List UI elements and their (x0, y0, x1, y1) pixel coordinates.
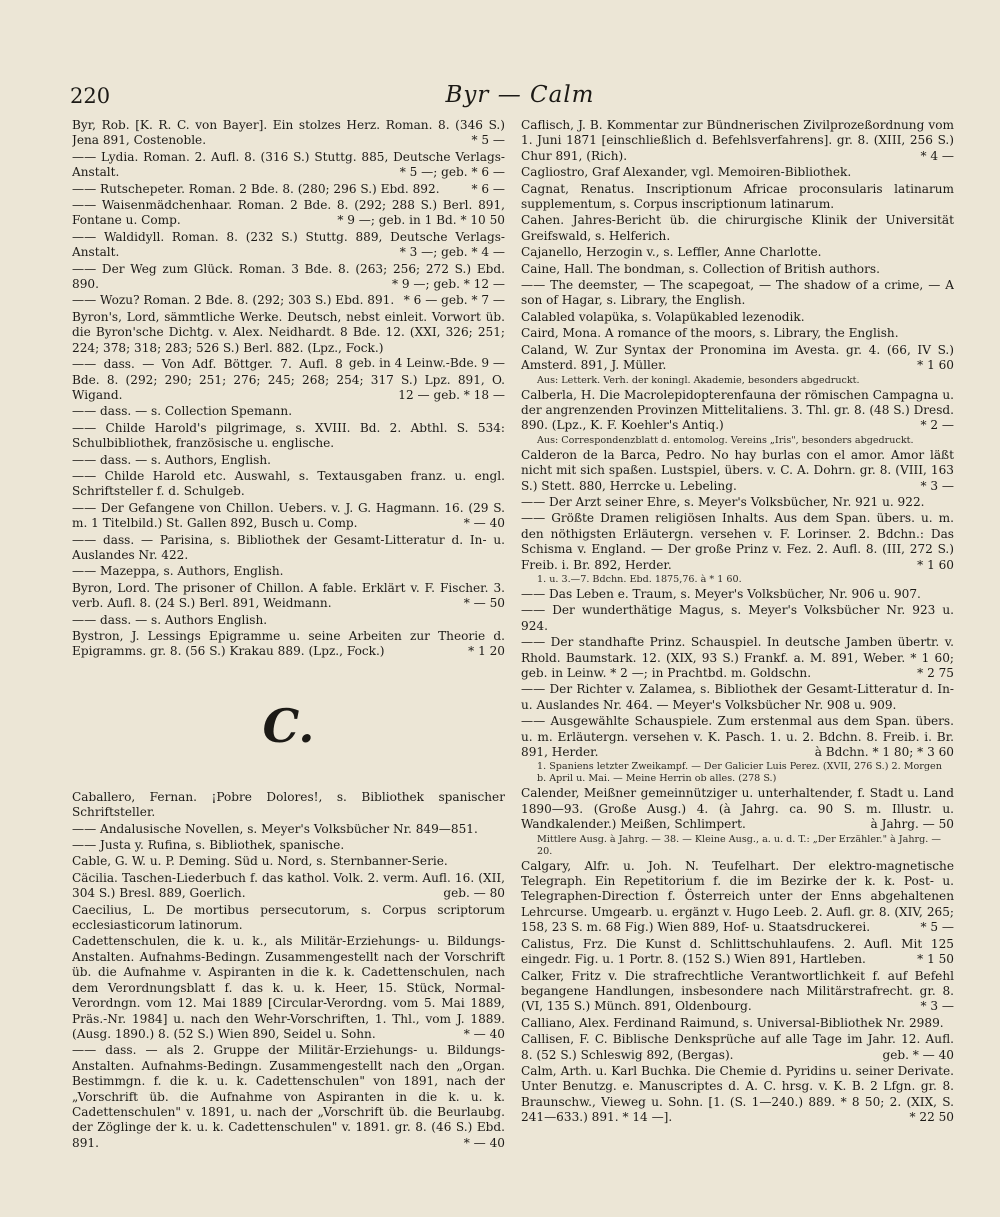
entry (72, 581, 505, 612)
entry-text: Callisen, F. C. Biblische Denksprüche auf alle Tage im Jahr. 12. Aufl. 8. (52 S.) Schleswig 892, (Bergas). (521, 1032, 954, 1062)
entry-text: Cagnat, Renatus. Inscriptionum Africae proconsularis latinarum supplementum, s. Corpus inscriptionum latinarum. (521, 181, 954, 212)
entry (72, 822, 505, 837)
left-column (72, 118, 505, 1203)
entry-text: —— The deemster, — The scapegoat, — The shadow of a crime, — A son of Hagar, s. Library, the English. (521, 278, 954, 308)
entry (521, 448, 954, 494)
entry-text: —— Der Richter v. Zalamea, s. Bibliothek der Gesamt-Litteratur d. In- u. Auslandes Nr. 464. — Meyer's Volksbücher Nr. 908 u. 909. (521, 682, 954, 712)
entry-text: —— Justa y. Rufina, s. Bibliothek, spanische. (72, 838, 345, 853)
entry-price: * 1 50 (917, 952, 954, 967)
entry (72, 501, 505, 532)
entry (521, 343, 954, 374)
left-entries (72, 118, 505, 660)
entry-price: * 3 —; geb. * 4 — (399, 245, 505, 260)
entry (521, 511, 954, 573)
entry (521, 262, 954, 277)
entry-text: —— Der standhafte Prinz. Schauspiel. In deutsche Jamben übertr. v. Rhold. Baumstark. 12. (XIX, 93 S.) Frankf. a. M. 891, Weber. * 1 60; geb. in Leinw. * 2 —; in Prachtbd. m. Goldschn. (521, 635, 954, 680)
entry-text: Caine, Hall. The bondman, s. Collection of British authors. (521, 261, 880, 276)
entry (72, 421, 505, 452)
entry-text: —— Childe Harold's pilgrimage, s. XVIII. Bd. 2. Abthl. S. 534: Schulbibliothek, französische u. englische. (72, 420, 505, 451)
entry (72, 198, 505, 229)
entry (521, 859, 954, 936)
entry-text: —— Andalusische Novellen, s. Meyer's Volksbücher Nr. 849—851. (72, 821, 478, 836)
entry (521, 326, 954, 341)
entry (521, 213, 954, 244)
left-entries-c (72, 790, 505, 1151)
entry (521, 587, 954, 602)
entry-text: —— dass. — s. Authors, English. (72, 452, 271, 467)
entry-price: * 5 —; geb. * 6 — (399, 165, 505, 180)
entry-text: Byron's, Lord, sämmtliche Werke. Deutsch, nebst einleit. Vorwort üb. die Byron'sche Dichtg. v. Alex. Neidhardt. 8 Bde. 12. (XXI, 326; 251; 224; 378; 318; 283; 526 S.) Berl. 882. (Lpz., Fock.) (72, 309, 505, 355)
entry (72, 629, 505, 660)
entry-note: Aus: Letterk. Verh. der koningl. Akademie, besonders abgedruckt. (537, 374, 860, 386)
entry-text: —— Ausgewählte Schauspiele. Zum erstenmal aus dem Span. übers. u. m. Erläutergn. versehen v. K. Pasch. 1. u. 2. Bdchn. 8. Freib. i. Br. 891, Herder. (521, 714, 954, 760)
entry (521, 1032, 954, 1063)
entry-price: * 9 —; geb. in 1 Bd. * 10 50 (337, 213, 505, 228)
entry-price: * — 40 (463, 516, 505, 531)
entry-price: * 5 — (920, 920, 954, 935)
entry-text: —— dass. — Parisina, s. Bibliothek der Gesamt-Litteratur d. In- u. Auslandes Nr. 422. (72, 532, 505, 562)
entry-text: —— dass. — als 2. Gruppe der Militär-Erziehungs- u. Bildungs-Anstalten. Aufnahms-Bedingn. Zusammengestellt nach den „Organ. Bestimmgn. f. die k. u. k. Cadettenschulen" von 1891, nach der „Vorschrift üb. die Aufnahme von Aspiranten in die k. u. k. Cadettenschulen" v. 1891, u. nach der „Vorschrift üb. die Beurlaubg. der Zöglinge der k. u. k. Cadettenschulen" v. 1891. gr. 8. (46 S.) Ebd. 891. (72, 1043, 505, 1150)
entry-price: à Jahrg. — 50 (870, 817, 954, 832)
entry-text: —— dass. — Von Adf. Böttger. 7. Aufl. 8 Bde. 8. (292; 290; 251; 276; 245; 268; 254; 317 S.) Lpz. 891, O. Wigand. (72, 357, 505, 402)
entry (72, 838, 505, 853)
page-title: Byr — Calm (445, 82, 595, 108)
entry (521, 682, 954, 713)
entry (521, 388, 954, 434)
entry-text: Calker, Fritz v. Die strafrechtliche Verantwortlichkeit f. auf Befehl begangene Handlungen, insbesondere nach Militärstrafrecht. gr. 8. (VI, 135 S.) Münch. 891, Oldenbourg. (521, 968, 954, 1014)
entry-note: Mittlere Ausg. à Jahrg. — 38. — Kleine Ausg., a. u. d. T.: „Der Erzähler." à Jahrg. — 20. (537, 833, 941, 857)
entry-price: * — 50 (463, 596, 505, 611)
entry-text: —— Rutschepeter. Roman. 2 Bde. 8. (280; 296 S.) Ebd. 892. (72, 181, 440, 196)
entry (521, 118, 954, 164)
right-column (521, 118, 954, 1203)
entry-text: —— Waisenmädchenhaar. Roman. 2 Bde. 8. (292; 288 S.) Berl. 891, Fontane u. Comp. (72, 198, 505, 228)
entry (521, 786, 954, 832)
entry-text: —— dass. — s. Authors English. (72, 612, 268, 627)
entry-price: * 22 50 (909, 1110, 954, 1125)
entry-text: —— Das Leben e. Traum, s. Meyer's Volksbücher, Nr. 906 u. 907. (521, 586, 921, 601)
page-number: 220 (70, 84, 111, 108)
entry-text: Cadettenschulen, die k. u. k., als Militär-Erziehungs- u. Bildungs-Anstalten. Aufnahms-Bedingn. Zusammengestellt nach der Vorschrift üb. die Aufnahme v. Aspiranten in die k. k. Cadettenschulen, nach dem Verordnungsblatt f. das k. u. k. Heer, 15. Stück, Normal-Verordngn. vom 12. Mai 1889 [Circular-Verordng. vom 5. Mai 1889, Präs.-Nr. 1984] u. nach den Wehr-Vorschriften, 1. Thl., vom J. 1889. (Ausg. 1890.) 8. (52 S.) Wien 890, Seidel u. Sohn. (72, 934, 505, 1041)
entry-text: —— Childe Harold etc. Auswahl, s. Textausgaben franz. u. engl. Schriftsteller f. d. Schulgeb. (72, 468, 505, 499)
entry (521, 495, 954, 510)
entry-price: * — 40 (463, 1026, 505, 1041)
section-letter: C. (262, 698, 315, 753)
entry-text: —— Wozu? Roman. 2 Bde. 8. (292; 303 S.) Ebd. 891. (72, 293, 395, 308)
entry (521, 245, 954, 260)
entry-text: Cahen. Jahres-Bericht üb. die chirurgische Klinik der Universität Greifswald, s. Helferich. (521, 213, 954, 243)
entry (72, 903, 505, 934)
entry-text: Caecilius, L. De mortibus persecutorum, s. Corpus scriptorum ecclesiasticorum latinorum. (72, 902, 505, 933)
entry-price: * 6 — geb. * 7 — (403, 293, 505, 308)
entry-text: Bystron, J. Lessings Epigramme u. seine Arbeiten zur Theorie d. Epigramms. gr. 8. (56 S.) Krakau 889. (Lpz., Fock.) (72, 629, 505, 659)
entry (521, 165, 954, 180)
entry-price: * 3 — (920, 478, 954, 493)
entry-text: Caird, Mona. A romance of the moors, s. Library, the English. (521, 326, 899, 341)
entry-text: Cable, G. W. u. P. Deming. Süd u. Nord, s. Sternbanner-Serie. (72, 854, 448, 869)
entry-text: —— Größte Dramen religiösen Inhalts. Aus dem Span. übers. u. m. den nöthigsten Erläutergn. versehen v. F. Lorinser. 2. Bdchn.: Das Schisma v. England. — Der große Prinz v. Fez. 2. Aufl. 8. (III, 272 S.) Freib. i. Br. 892, Herder. (521, 511, 954, 572)
entry-price: * 1 20 (468, 644, 505, 659)
entry (72, 533, 505, 564)
entry-text: —— Der Gefangene von Chillon. Uebers. v. J. G. Hagmann. 16. (29 S. m. 1 Titelbild.) St. Gallen 892, Busch u. Comp. (72, 500, 505, 531)
entry-note: Aus: Correspondenzblatt d. entomolog. Vereins „Iris", besonders abgedruckt. (537, 434, 914, 446)
entry (72, 262, 505, 293)
entry (72, 293, 505, 308)
entry (72, 871, 505, 902)
entry (521, 635, 954, 681)
entry-text: Calgary, Alfr. u. Joh. N. Teufelhart. Der elektro-magnetische Telegraph. Ein Repetitorium f. die im Bezirke der k. k. Post- u. Telegraphen-Direction f. Österreich unter der Enns abgehaltenen Lehrcurse. Umgearb. u. ergänzt v. Hugo Leeb. 2. Aufl. gr. 8. (XIV, 265; 158, 23 S. m. 68 Fig.) Wien 889, Hof- u. Staatsdruckerei. (521, 858, 954, 935)
entry-price: * 9 —; geb. * 12 — (392, 277, 505, 292)
entry-text: —— Mazeppa, s. Authors, English. (72, 564, 284, 579)
entry (72, 934, 505, 1042)
entry (72, 1043, 505, 1151)
entry (72, 469, 505, 500)
entry-text: Calender, Meißner gemeinnütziger u. unterhaltender, f. Stadt u. Land 1890—93. (Große Ausg.) 4. (à Jahrg. ca. 90 S. m. Illustr. u. Wandkalender.) Meißen, Schlimpert. (521, 786, 954, 832)
entry (521, 969, 954, 1015)
entry-text: Calberla, H. Die Macrolepidopterenfauna der römischen Campagna u. der angrenzenden Provinzen Mittelitaliens. 3. Thl. gr. 8. (48 S.) Dresd. 890. (Lpz., K. F. Koehler's Antiq.) (521, 387, 954, 433)
entry-text: Caballero, Fernan. ¡Pobre Dolores!, s. Bibliothek spanischer Schriftsteller. (72, 789, 505, 820)
entry (72, 790, 505, 821)
entry-price: geb. — 80 (443, 886, 505, 901)
entry-price: * — 40 (463, 1135, 505, 1150)
entry (72, 564, 505, 579)
entry (72, 309, 505, 371)
entry-text: —— dass. — s. Collection Spemann. (72, 404, 293, 419)
entry-note: 1. Spaniens letzter Zweikampf. — Der Galicier Luis Perez. (XVII, 276 S.) 2. Morgen b. April u. Mai. — Meine Herrin ob alles. (278 S.) (537, 761, 942, 785)
entry-text: Calm, Arth. u. Karl Buchka. Die Chemie d. Pyridins u. seiner Derivate. Unter Benutzg. e. Manuscriptes d. A. C. hrsg. v. K. B. 2 Lfgn. gr. 8. Braunschw., Vieweg u. Sohn. [1. (S. 1—240.) 889. * 8 50; 2. (XIX, S. 241—633.) 891. * 14 —]. (521, 1063, 954, 1125)
entry-text: Cagliostro, Graf Alexander, vgl. Memoiren-Bibliothek. (521, 165, 852, 180)
right-entries (521, 118, 954, 1126)
entry (521, 1016, 954, 1031)
entry (72, 182, 505, 197)
entry-price: * 4 — (920, 148, 954, 163)
entry-price: * 1 60 (917, 358, 954, 373)
entry (72, 230, 505, 261)
entry-note: 1. u. 3.—7. Bdchn. Ebd. 1875,76. à * 1 60. (537, 573, 742, 585)
entry-text: —— Der Weg zum Glück. Roman. 3 Bde. 8. (263; 256; 272 S.) Ebd. 890. (72, 261, 505, 292)
entry (521, 278, 954, 309)
entry-price: à Bdchn. * 1 80; * 3 60 (814, 745, 954, 760)
entry (72, 118, 505, 149)
entry-text: Calistus, Frz. Die Kunst d. Schlittschuhlaufens. 2. Aufl. Mit 125 eingedr. Fig. u. 1 Portr. 8. (152 S.) Wien 891, Hartleben. (521, 936, 954, 967)
entry-text: Caflisch, J. B. Kommentar zur Bündnerischen Zivilprozeßordnung vom 1. Juni 1871 [einschließlich d. Befehlsverfahrens]. gr. 8. (XIII, 256 S.) Chur 891, (Rich). (521, 118, 954, 163)
entry-text: Calabled volapüka, s. Volapükabled lezenodik. (521, 309, 805, 324)
entry (521, 182, 954, 213)
entry (72, 854, 505, 869)
entry-text: Calliano, Alex. Ferdinand Raimund, s. Universal-Bibliothek Nr. 2989. (521, 1015, 944, 1030)
entry (521, 937, 954, 968)
entry-text: Cajanello, Herzogin v., s. Leffler, Anne Charlotte. (521, 245, 822, 260)
entry-text: —— Der Arzt seiner Ehre, s. Meyer's Volksbücher, Nr. 921 u. 922. (521, 494, 925, 509)
entry-text: —— Waldidyll. Roman. 8. (232 S.) Stuttg. 889, Deutsche Verlags-Anstalt. (72, 229, 505, 260)
entry (72, 613, 505, 628)
entry-text: Byron, Lord. The prisoner of Chillon. A fable. Erklärt v. F. Fischer. 3. verb. Aufl. 8. (24 S.) Berl. 891, Weidmann. (72, 580, 505, 611)
entry-text: —— Lydia. Roman. 2. Aufl. 8. (316 S.) Stuttg. 885, Deutsche Verlags-Anstalt. (72, 149, 505, 180)
entry (521, 310, 954, 325)
entry-price: 12 — geb. * 18 — (398, 387, 505, 402)
entry-price: * 3 — (920, 999, 954, 1014)
entry (521, 714, 954, 760)
entry-price: geb. in 4 Leinw.-Bde. 9 — (348, 356, 505, 371)
entry-price: * 2 — (920, 418, 954, 433)
entry-price: * 2 75 (917, 666, 954, 680)
entry (521, 1064, 954, 1126)
entry-price: * 1 60 (917, 557, 954, 572)
entry-text: Cäcilia. Taschen-Liederbuch f. das kathol. Volk. 2. verm. Aufl. 16. (XII, 304 S.) Bresl. 889, Goerlich. (72, 870, 505, 901)
entry-text: Caland, W. Zur Syntax der Pronomina im Avesta. gr. 4. (66, IV S.) Amsterd. 891, J. Müller. (521, 342, 954, 373)
entry (521, 603, 954, 634)
entry-price: * 5 — (471, 133, 505, 148)
entry-text: —— Der wunderthätige Magus, s. Meyer's Volksbücher Nr. 923 u. 924. (521, 603, 954, 633)
entry (72, 150, 505, 181)
entry-text: Byr, Rob. [K. R. C. von Bayer]. Ein stolzes Herz. Roman. 8. (346 S.) Jena 891, Costenoble. (72, 118, 505, 148)
entry (72, 404, 505, 419)
entry-price: * 6 — (471, 181, 505, 196)
entry (72, 453, 505, 468)
page-header (70, 84, 970, 118)
entry-price: geb. * — 40 (882, 1047, 954, 1062)
entry-text: Calderon de la Barca, Pedro. No hay burlas con el amor. Amor läßt nicht mit sich spaßen. Lustspiel, übers. v. C. A. Dohrn. gr. 8. (VIII, 163 S.) Stett. 880, Herrcke u. Lebeling. (521, 447, 954, 493)
